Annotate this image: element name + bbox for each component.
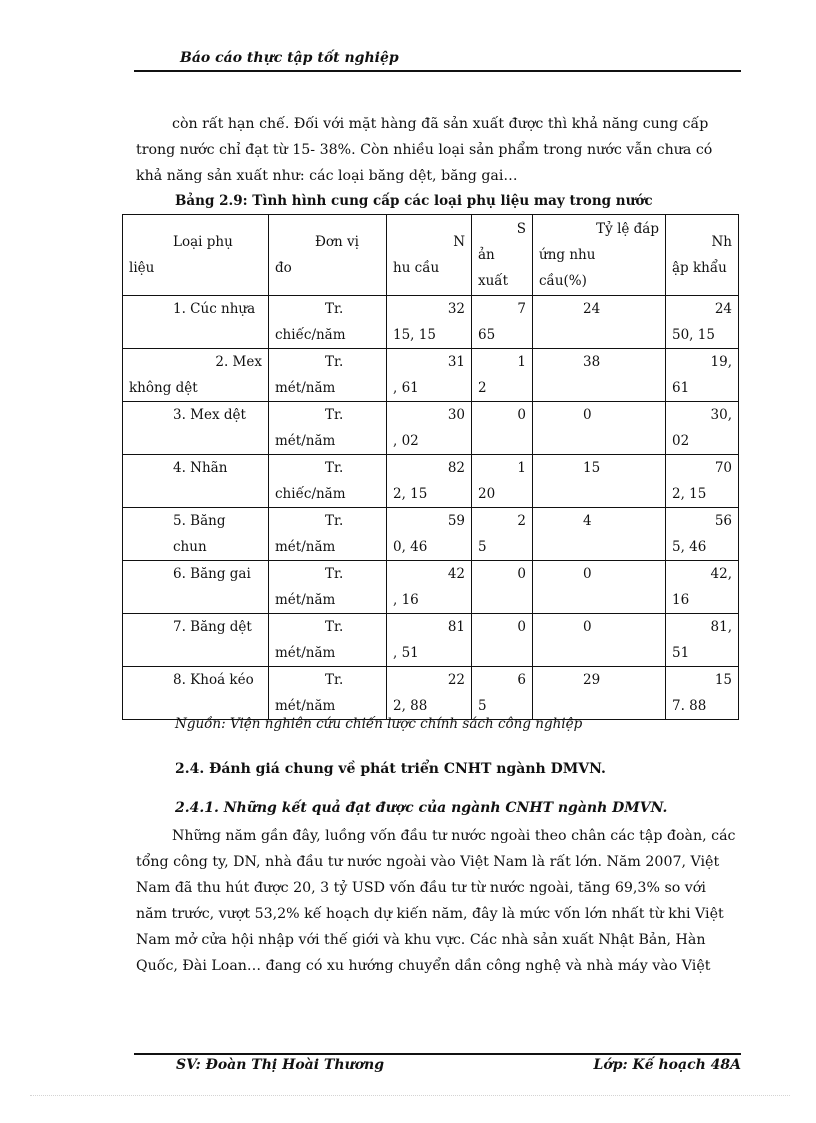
cell-production: 2 5 bbox=[472, 508, 533, 561]
body-line: Những năm gần đây, luồng vốn đầu tư nước ngoài theo chân các tập đoàn, các bbox=[172, 828, 736, 844]
footer-class: Lớp: Kế hoạch 48A bbox=[593, 1057, 741, 1073]
header-cell-rate: Tỷ lệ đáp ứng nhu cầu(%) bbox=[533, 215, 666, 296]
footer-rule bbox=[134, 1053, 741, 1055]
cell-unit: Tr. mét/năm bbox=[269, 402, 387, 455]
supply-table bbox=[122, 214, 739, 720]
cell-import: 70 2, 15 bbox=[666, 455, 739, 508]
cell-item: 1. Cúc nhựa bbox=[123, 296, 269, 349]
cell-need: 31 , 61 bbox=[387, 349, 472, 402]
header-cell-production: S ản xuất bbox=[472, 215, 533, 296]
body-line: năm trước, vượt 53,2% kế hoạch dự kiến năm, đây là mức vốn lớn nhất từ khi Việt bbox=[136, 906, 724, 922]
cell-unit: Tr. chiếc/năm bbox=[269, 455, 387, 508]
table-header-row bbox=[123, 215, 739, 296]
cell-item: 6. Băng gai bbox=[123, 561, 269, 614]
cell-unit: Tr. chiếc/năm bbox=[269, 296, 387, 349]
header-cell-need: N hu cầu bbox=[387, 215, 472, 296]
cell-item: 7. Băng dệt bbox=[123, 614, 269, 667]
table-row bbox=[123, 667, 739, 720]
cell-production: 0 bbox=[472, 561, 533, 614]
cell-unit: Tr. mét/năm bbox=[269, 667, 387, 720]
cell-import: 56 5, 46 bbox=[666, 508, 739, 561]
intro-line: còn rất hạn chế. Đối với mặt hàng đã sản xuất được thì khả năng cung cấp bbox=[172, 116, 709, 132]
cell-production: 1 2 bbox=[472, 349, 533, 402]
cell-import: 81, 51 bbox=[666, 614, 739, 667]
cell-item: 3. Mex dệt bbox=[123, 402, 269, 455]
cell-import: 19, 61 bbox=[666, 349, 739, 402]
cell-rate: 0 bbox=[533, 402, 666, 455]
table-row bbox=[123, 402, 739, 455]
cell-production: 0 bbox=[472, 614, 533, 667]
table-source: Nguồn: Viện nghiên cứu chiến lược chính sách công nghiệp bbox=[175, 716, 583, 732]
cell-item: 5. Băng chun bbox=[123, 508, 269, 561]
cell-need: 81 , 51 bbox=[387, 614, 472, 667]
table-row bbox=[123, 561, 739, 614]
cell-unit: Tr. mét/năm bbox=[269, 508, 387, 561]
intro-paragraph bbox=[136, 111, 741, 189]
cell-unit: Tr. mét/năm bbox=[269, 349, 387, 402]
body-line: tổng công ty, DN, nhà đầu tư nước ngoài vào Việt Nam là rất lớn. Năm 2007, Việt bbox=[136, 854, 720, 870]
cell-production: 0 bbox=[472, 402, 533, 455]
cell-unit: Tr. mét/năm bbox=[269, 614, 387, 667]
body-line: Nam mở cửa hội nhập với thế giới và khu vực. Các nhà sản xuất Nhật Bản, Hàn bbox=[136, 932, 706, 948]
table-row bbox=[123, 455, 739, 508]
cell-need: 82 2, 15 bbox=[387, 455, 472, 508]
cell-need: 42 , 16 bbox=[387, 561, 472, 614]
body-line: Quốc, Đài Loan… đang có xu hướng chuyển dần công nghệ và nhà máy vào Việt bbox=[136, 958, 711, 974]
intro-line: khả năng sản xuất như: các loại băng dệt, băng gai… bbox=[136, 168, 518, 184]
cell-import: 15 7. 88 bbox=[666, 667, 739, 720]
footer-student: SV: Đoàn Thị Hoài Thương bbox=[176, 1057, 385, 1073]
cell-need: 22 2, 88 bbox=[387, 667, 472, 720]
cell-rate: 4 bbox=[533, 508, 666, 561]
body-paragraph bbox=[136, 823, 741, 979]
cell-rate: 15 bbox=[533, 455, 666, 508]
header-cell-import: Nh ập khẩu bbox=[666, 215, 739, 296]
cell-rate: 0 bbox=[533, 614, 666, 667]
cell-need: 59 0, 46 bbox=[387, 508, 472, 561]
cell-item: 4. Nhãn bbox=[123, 455, 269, 508]
table-row bbox=[123, 349, 739, 402]
cell-import: 30, 02 bbox=[666, 402, 739, 455]
cell-need: 30 , 02 bbox=[387, 402, 472, 455]
header-rule bbox=[134, 70, 741, 72]
page-bottom-dotted-line bbox=[30, 1095, 790, 1096]
section-heading: 2.4. Đánh giá chung về phát triển CNHT ngành DMVN. bbox=[175, 761, 606, 777]
cell-item: 2. Mex không dệt bbox=[123, 349, 269, 402]
header-cell-item: Loại phụ liệu bbox=[123, 215, 269, 296]
cell-rate: 0 bbox=[533, 561, 666, 614]
cell-production: 1 20 bbox=[472, 455, 533, 508]
cell-item: 8. Khoá kéo bbox=[123, 667, 269, 720]
table-row bbox=[123, 296, 739, 349]
cell-rate: 38 bbox=[533, 349, 666, 402]
body-line: Nam đã thu hút được 20, 3 tỷ USD vốn đầu tư từ nước ngoài, tăng 69,3% so với bbox=[136, 880, 706, 896]
subsection-heading: 2.4.1. Những kết quả đạt được của ngành CNHT ngành DMVN. bbox=[175, 800, 668, 816]
cell-production: 7 65 bbox=[472, 296, 533, 349]
cell-unit: Tr. mét/năm bbox=[269, 561, 387, 614]
table-row bbox=[123, 508, 739, 561]
cell-import: 24 50, 15 bbox=[666, 296, 739, 349]
table-row bbox=[123, 614, 739, 667]
intro-line: trong nước chỉ đạt từ 15- 38%. Còn nhiều loại sản phẩm trong nước vẫn chưa có bbox=[136, 142, 713, 158]
cell-import: 42, 16 bbox=[666, 561, 739, 614]
cell-rate: 29 bbox=[533, 667, 666, 720]
cell-rate: 24 bbox=[533, 296, 666, 349]
cell-production: 6 5 bbox=[472, 667, 533, 720]
header-title: Báo cáo thực tập tốt nghiệp bbox=[180, 50, 399, 66]
cell-need: 32 15, 15 bbox=[387, 296, 472, 349]
header-cell-unit: Đơn vị đo bbox=[269, 215, 387, 296]
table-caption: Bảng 2.9: Tình hình cung cấp các loại phụ liệu may trong nước bbox=[175, 193, 653, 209]
